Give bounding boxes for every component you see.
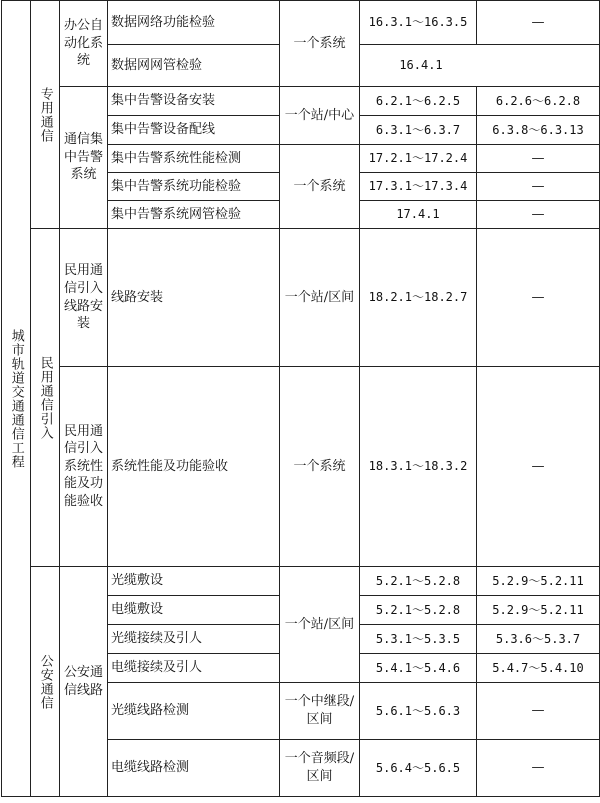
- main-clause-cell: 5.6.4～5.6.5: [360, 740, 477, 797]
- main-clause-cell: 5.2.1～5.2.8: [360, 567, 477, 596]
- item-cell: 系统性能及功能验收: [108, 367, 280, 567]
- general-clause-cell: —: [477, 145, 600, 173]
- general-clause-cell: —: [477, 1, 600, 45]
- group-civil-cell: 民用通信引入: [31, 229, 60, 567]
- main-clause-cell: 18.3.1～18.3.2: [360, 367, 477, 567]
- unit-cell: 一个站/区间: [280, 567, 360, 683]
- general-clause-cell: 6.2.6～6.2.8: [477, 87, 600, 116]
- general-clause-cell: —: [477, 740, 600, 797]
- unit-cell: 一个站/中心: [280, 87, 360, 145]
- item-cell: 集中告警系统功能检验: [108, 173, 280, 201]
- subgroup-civil-sys-cell: 民用通信引入系统性能及功能验收: [60, 367, 108, 567]
- subgroup-alarm-cell: 通信集中告警系统: [60, 87, 108, 229]
- table-row: [2, 367, 600, 567]
- unit-cell: 一个站/区间: [280, 229, 360, 367]
- item-cell: 电缆线路检测: [108, 740, 280, 797]
- main-clause-cell: 16.3.1～16.3.5: [360, 1, 477, 45]
- table-row: [2, 567, 600, 596]
- main-clause-cell: 5.4.1～5.4.6: [360, 654, 477, 683]
- general-clause-cell: 5.2.9～5.2.11: [477, 596, 600, 625]
- unit-cell: 一个音频段/区间: [280, 740, 360, 797]
- unit-cell: 一个系统: [280, 367, 360, 567]
- unit-cell: 一个系统: [280, 145, 360, 229]
- main-clause-cell: 6.3.1～6.3.7: [360, 116, 477, 145]
- main-clause-cell: 17.3.1～17.3.4: [360, 173, 477, 201]
- item-cell: 集中告警系统性能检测: [108, 145, 280, 173]
- general-clause-cell: 5.4.7～5.4.10: [477, 654, 600, 683]
- main-clause-cell: 6.2.1～6.2.5: [360, 87, 477, 116]
- table-row: [2, 1, 600, 45]
- unit-cell: 一个中继段/区间: [280, 683, 360, 740]
- main-clause-cell: 5.2.1～5.2.8: [360, 596, 477, 625]
- table-row: [2, 87, 600, 116]
- main-clause-cell: 18.2.1～18.2.7: [360, 229, 477, 367]
- item-cell: 集中告警系统网管检验: [108, 201, 280, 229]
- item-cell: 光缆敷设: [108, 567, 280, 596]
- subgroup-police-line-cell: 公安通信线路: [60, 567, 108, 797]
- general-clause-cell: —: [477, 683, 600, 740]
- general-clause-cell: —: [477, 173, 600, 201]
- unit-cell: 一个系统: [280, 1, 360, 87]
- subgroup-office-cell: 办公自动化系统: [60, 1, 108, 87]
- main-clause-cell: 16.4.1: [360, 45, 600, 87]
- main-clause-cell: 17.2.1～17.2.4: [360, 145, 477, 173]
- item-cell: 线路安装: [108, 229, 280, 367]
- general-clause-cell: —: [477, 201, 600, 229]
- item-cell: 光缆线路检测: [108, 683, 280, 740]
- general-clause-cell: 5.3.6～5.3.7: [477, 625, 600, 654]
- general-clause-cell: —: [477, 367, 600, 567]
- table-row: [2, 229, 600, 367]
- subgroup-civil-line-cell: 民用通信引入线路安装: [60, 229, 108, 367]
- item-cell: 电缆敷设: [108, 596, 280, 625]
- item-cell: 光缆接续及引人: [108, 625, 280, 654]
- item-cell: 集中告警设备安装: [108, 87, 280, 116]
- project-cell: 城市轨道交通通信工程: [2, 1, 31, 797]
- group-special-cell: 专用通信: [31, 1, 60, 229]
- group-police-cell: 公安通信: [31, 567, 60, 797]
- main-clause-cell: 17.4.1: [360, 201, 477, 229]
- acceptance-table: [1, 0, 600, 797]
- general-clause-cell: 5.2.9～5.2.11: [477, 567, 600, 596]
- main-clause-cell: 5.3.1～5.3.5: [360, 625, 477, 654]
- item-cell: 数据网络功能检验: [108, 1, 280, 45]
- main-clause-cell: 5.6.1～5.6.3: [360, 683, 477, 740]
- item-cell: 集中告警设备配线: [108, 116, 280, 145]
- general-clause-cell: 6.3.8～6.3.13: [477, 116, 600, 145]
- item-cell: 电缆接续及引人: [108, 654, 280, 683]
- item-cell: 数据网网管检验: [108, 45, 280, 87]
- general-clause-cell: —: [477, 229, 600, 367]
